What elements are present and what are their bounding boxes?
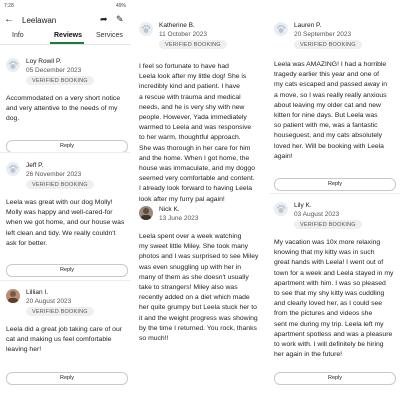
- paw-placeholder-icon: [274, 202, 288, 216]
- reply-button[interactable]: Reply: [6, 140, 128, 153]
- review-text: Leela was AMAZING! I had a horrible tragedy earlier this year and one of my cats escaped and passed away in a move, so I was really really anxious about leaving my older cat and new kitten for nine days. But Leela was so patient with me, was a fantastic houseguest, and my cats absolutely loved her. Will be booking with Leela again!: [274, 61, 387, 160]
- divider: [0, 280, 130, 281]
- reviewer-name: Lillian I.: [26, 289, 49, 296]
- divider: [270, 193, 400, 194]
- reviewer-name: Lauren P.: [294, 22, 322, 29]
- user-photo-icon: [6, 289, 20, 303]
- divider: [0, 152, 130, 153]
- edit-icon[interactable]: ✎: [116, 14, 124, 24]
- screen-column-1: [0, 0, 130, 400]
- paw-placeholder-icon: [274, 22, 288, 36]
- review-text: Accommodated on a very short notice and very attentive to the needs of my dog.: [6, 95, 121, 123]
- avatar: [274, 22, 288, 36]
- reviewer-name: Loy Rowil P.: [26, 58, 62, 65]
- avatar: [274, 202, 288, 216]
- review-date: 26 November 2023: [26, 171, 82, 178]
- verified-booking-badge: VERIFIED BOOKING: [26, 180, 94, 189]
- review-text: Leela was great with our dog Molly! Molly was happy and well-cared-for when we got home, and our house was left clean and tidy. We really couldn't ask for better.: [6, 199, 125, 247]
- app-bar: [0, 12, 130, 32]
- verified-booking-badge: VERIFIED BOOKING: [26, 76, 94, 85]
- tab-bar: [0, 30, 130, 45]
- reply-button[interactable]: Reply: [274, 178, 396, 191]
- review-text: I feel so fortunate to have had Leela look after my little dog! She is incredibly kind and patient. I have a rescue with trauma and medical needs, and he is very shy with new people. However, Yada immediately warmed to Leela and was responsive to her warm, thoughtful approach. She was thorough in her care for him and the home. When I got home, the house was immaculate, and my doggo seemed very comfortable and content. I already look forward to having Leela look after my furry pal again!: [139, 63, 255, 203]
- review-date: 20 September 2023: [294, 31, 352, 38]
- review-text: Leela did a great job taking care of our cat and making us feel comfortable leaving her!: [6, 326, 123, 354]
- avatar: [139, 22, 153, 36]
- verified-booking-badge: VERIFIED BOOKING: [294, 220, 362, 229]
- screen-column-2: [135, 0, 265, 400]
- status-battery: 49%: [115, 3, 126, 9]
- reviewer-name: Katherine B.: [159, 22, 195, 29]
- reply-button[interactable]: Reply: [6, 264, 128, 277]
- status-time: 7:28: [4, 3, 14, 9]
- review-date: 13 June 2023: [159, 215, 199, 222]
- tab-info[interactable]: Info: [12, 32, 24, 39]
- verified-booking-badge: VERIFIED BOOKING: [294, 40, 362, 49]
- verified-booking-badge: VERIFIED BOOKING: [159, 40, 227, 49]
- reviewer-name: Jeff P.: [26, 162, 44, 169]
- avatar: [6, 162, 20, 176]
- back-arrow-icon[interactable]: ←: [4, 14, 14, 25]
- review-date: 11 October 2023: [159, 31, 207, 38]
- reply-button[interactable]: Reply: [274, 372, 396, 385]
- paw-placeholder-icon: [6, 58, 20, 72]
- avatar: [6, 58, 20, 72]
- user-photo-icon: [139, 206, 153, 220]
- screen-column-3: [270, 0, 400, 400]
- review-date: 20 August 2023: [26, 298, 72, 305]
- review-text: My vacation was 10x more relaxing knowing that my kitty was in such great hands with Leela! I went out of town for a week and Leela stayed in my apartment with him. I was so pleased to see that my shy kitty was cuddling and clearly loved her, as I could see from the pictures and videos she sent me during my trip. Leela left my apartment spotless and was a pleasure to work with. I will definitely be hiring her again in the future!: [274, 239, 394, 359]
- share-icon[interactable]: ➦: [100, 14, 108, 24]
- paw-placeholder-icon: [6, 162, 20, 176]
- tab-reviews[interactable]: Reviews: [54, 32, 83, 39]
- avatar: [139, 206, 153, 220]
- reviewer-name: Lily K.: [294, 202, 312, 209]
- verified-booking-badge: VERIFIED BOOKING: [26, 307, 94, 316]
- tab-services[interactable]: Services: [96, 32, 123, 39]
- paw-placeholder-icon: [139, 22, 153, 36]
- status-bar: [4, 3, 126, 9]
- review-date: 03 August 2023: [294, 211, 340, 218]
- avatar: [6, 289, 20, 303]
- review-text: Leela spent over a week watching my sweet little Miley. She took many photos and I was surprised to see Miley was even snuggling up with her in many of them as she doesn't usually take to strangers! Miley also was recently added on a diet which made her quite grumpy but Leela stuck her to it and the weight progress was showing by the time I returned. You rock, thanks so much!!: [139, 233, 259, 343]
- reviewer-name: Nick K.: [159, 206, 180, 213]
- active-tab-indicator: [50, 42, 84, 44]
- review-date: 05 December 2023: [26, 67, 82, 74]
- page-title: Leelawan: [22, 16, 57, 25]
- reply-button[interactable]: Reply: [6, 372, 128, 385]
